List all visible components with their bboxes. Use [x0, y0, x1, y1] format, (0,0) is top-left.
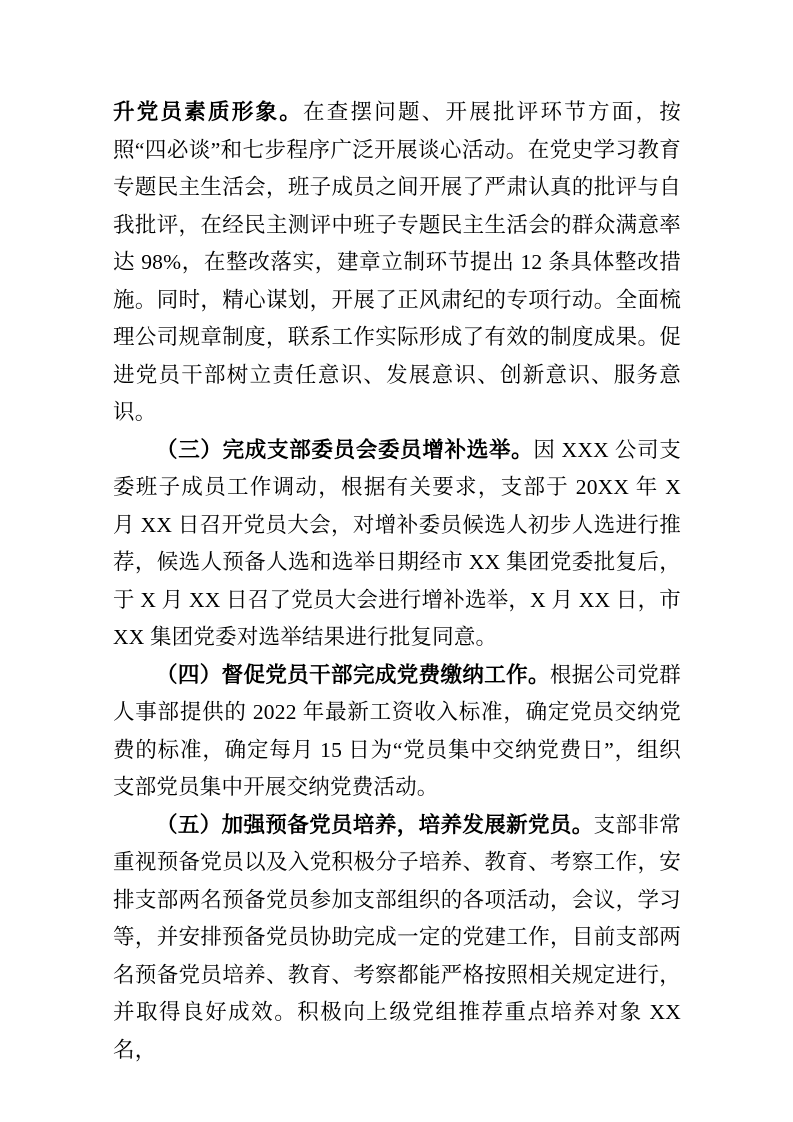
paragraph-bold-lead: （四）督促党员干部完成党费缴纳工作。: [156, 662, 550, 687]
document-content: [113, 94, 681, 1069]
paragraph-body-text: 根据公司党群人事部提供的 2022 年最新工资收入标准，确定党员交纳党费的标准，确定每月 15 日为“党员集中交纳党费日”，组织支部党员集中开展交纳党费活动。: [113, 662, 682, 799]
paragraph-body-text: 在查摆问题、开展批评环节方面，按照“四必谈”和七步程序广泛开展谈心活动。在党史学习教育专题民主生活会，班子成员之间开展了严肃认真的批评与自我批评，在经民主测评中班子专题民主生活会的群众满意率达 98%，在整改落实，建章立制环节提出 12 条具体整改措施。同时，精心谋划，开展了正风肃纪的专项行动。全面梳理公司规章制度，联系工作实际形成了有效的制度成果。促进党员干部树立责任意识、发展意识、创新意识、服务意识。: [113, 100, 681, 424]
paragraph-section-4: [113, 657, 681, 807]
paragraph-body-text: 因 XXX 公司支委班子成员工作调动，根据有关要求，支部于 20XX 年 X 月 XX 日召开党员大会，对增补委员候选人初步人选进行推荐，候选人预备人选和选举日期经市 XX 集团党委批复后，于 X 月 XX 日召了党员大会进行增补选举，X 月 XX 日，市 XX 集团党委对选举结果进行批复同意。: [113, 437, 681, 649]
paragraph-bold-lead: （五）加强预备党员培养，培养发展新党员。: [156, 812, 594, 837]
paragraph-section-5: [113, 807, 681, 1070]
paragraph-bold-lead: （三）完成支部委员会委员增补选举。: [156, 437, 534, 462]
paragraph-section-3: [113, 432, 681, 657]
paragraph-continuation: [113, 94, 681, 432]
paragraph-body-text: 支部非常重视预备党员以及入党积极分子培养、教育、考察工作，安排支部两名预备党员参加支部组织的各项活动，会议，学习等，并安排预备党员协助完成一定的党建工作，目前支部两名预备党员培养、教育、考察都能严格按照相关规定进行，并取得良好成效。积极向上级党组推荐重点培养对象 XX 名，: [113, 812, 681, 1062]
paragraph-bold-lead: 升党员素质形象。: [113, 100, 304, 124]
